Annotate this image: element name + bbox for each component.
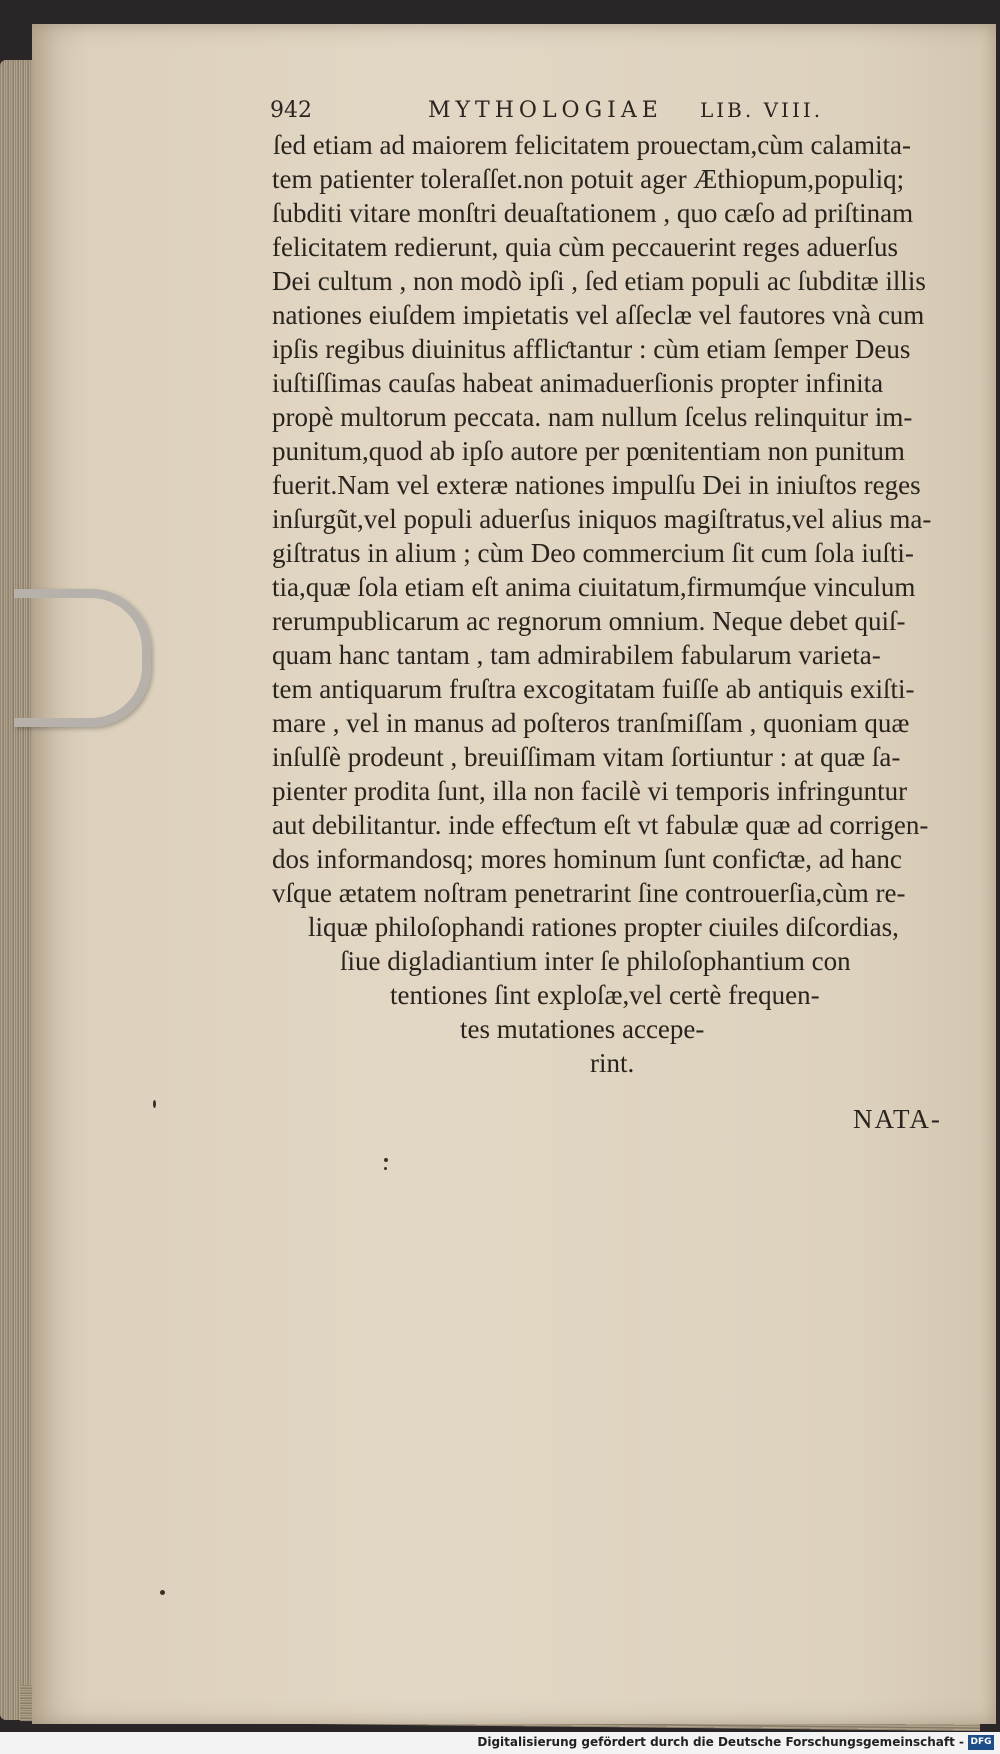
text-line: tia,quæ ſola etiam eſt anima ciuitatum,firmumq́ue vinculum [272, 572, 916, 602]
text-line: aut debilitantur. inde effeƈtum eſt vt fabulæ quæ ad corrigen- [272, 810, 929, 840]
text-line: ſiue digladiantium inter ſe philoſophantium con [340, 946, 851, 976]
text-line: fuerit.Nam vel exteræ nationes impulſu Dei in iniuſtos reges [272, 470, 921, 500]
text-line: ipſis regibus diuinitus affliƈtantur : cùm etiam ſemper Deus [272, 334, 911, 364]
text-line: dos informandosq; mores hominum ſunt confiƈtæ, ad hanc [272, 844, 902, 874]
text-line: ſed etiam ad maiorem felicitatem prouectam,cùm calamita- [273, 130, 911, 160]
page-number: 942 [270, 98, 312, 123]
text-line: liquæ philoſophandi rationes propter ciuiles diſcordias, [308, 912, 899, 942]
funding-credit: Digitalisierung gefördert durch die Deutsche Forschungsgemeinschaft - [477, 1735, 964, 1749]
text-line: tentiones ſint exploſæ,vel certè frequen- [390, 980, 820, 1010]
catchword: NATA- [853, 1104, 942, 1134]
text-line: iuſtiſſimas cauſas habeat animaduerſionis propter infinita [272, 368, 884, 398]
text-line: felicitatem redierunt, quia cùm peccauerint reges aduerſus [272, 232, 898, 262]
text-line: inſulſè prodeunt , breuiſſimam vitam ſortiuntur : at quæ ſa- [272, 742, 901, 772]
ink-speck [384, 1167, 387, 1170]
running-title: MYTHOLOGIAE [428, 98, 663, 123]
dfg-logo: DFG [968, 1735, 994, 1750]
text-line: tem patienter toleraſſet.non potuit ager Æthiopum,populiq; [272, 164, 905, 194]
text-line: pienter prodita ſunt, illa non facilè vi temporis infringuntur [272, 776, 908, 806]
text-line: vſque ætatem noſtram penetrarint ſine controuerſia,cùm re- [272, 878, 906, 908]
digitization-footer [0, 1732, 1000, 1754]
text-line: punitum,quod ab ipſo autore per pœnitentiam non punitum [272, 436, 905, 466]
text-line: rerumpublicarum ac regnorum omnium. Neque debet quiſ- [272, 606, 906, 636]
text-line: quam hanc tantam , tam admirabilem fabularum varieta- [272, 640, 881, 670]
text-line: ſubditi vitare monſtri deuaſtationem , quo cæſo ad priſtinam [272, 198, 914, 228]
text-line: rint. [590, 1048, 635, 1078]
text-line: propè multorum peccata. nam nullum ſcelus relinquitur im- [272, 402, 913, 432]
text-line: inſurgũt,vel populi aduerſus iniquos magiſtratus,vel alius ma- [272, 504, 932, 534]
book-number: LIB. VIII. [700, 98, 824, 122]
text-line: Dei cultum , non modò ipſi , ſed etiam populi ac ſubditæ illis [272, 266, 926, 296]
text-line: nationes eiuſdem impietatis vel aſſeclæ vel fautores vnà cum [272, 300, 925, 330]
ink-speck [160, 1590, 165, 1595]
ink-speck [153, 1100, 156, 1108]
text-line: mare , vel in manus ad poſteros tranſmiſſam , quoniam quæ [272, 708, 910, 738]
text-line: tes mutationes accepe- [460, 1014, 705, 1044]
text-line: giſtratus in alium ; cùm Deo commercium ſit cum ſola iuſti- [272, 538, 914, 568]
text-line: tem antiquarum fruſtra excogitatam fuiſſe ab antiquis exiſti- [272, 674, 915, 704]
ink-speck [384, 1158, 388, 1162]
